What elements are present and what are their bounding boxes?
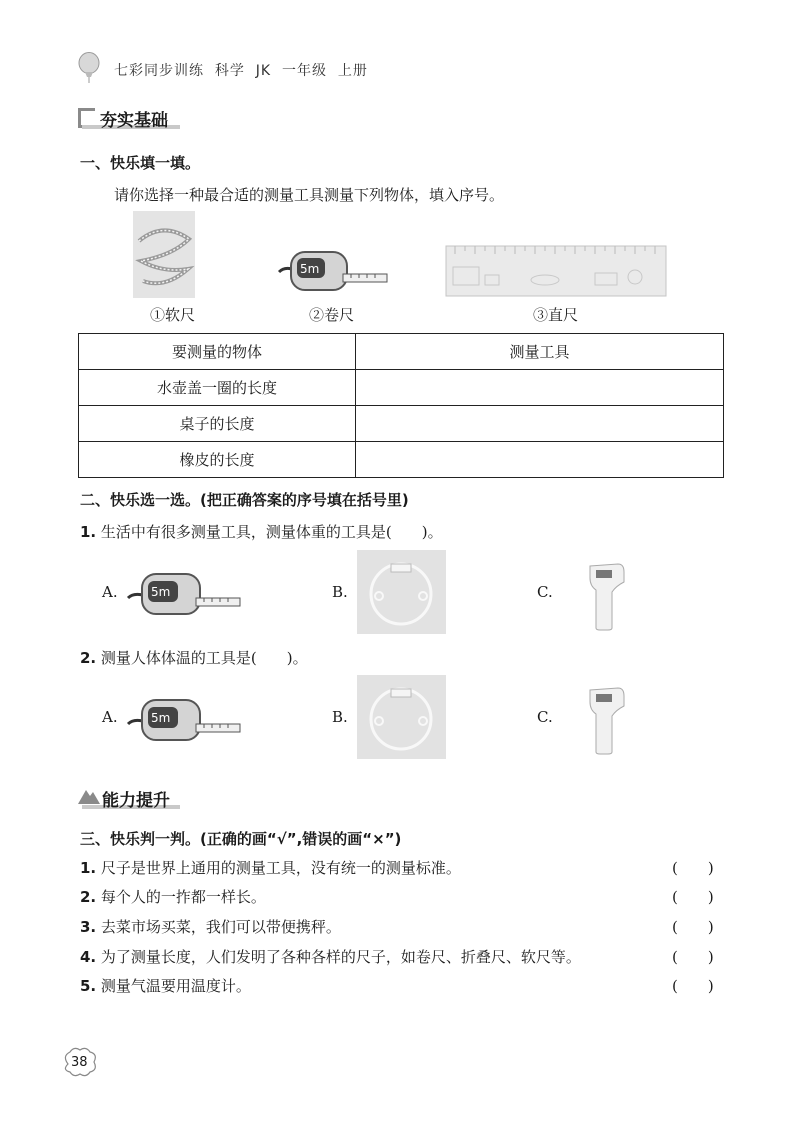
option-a-tape-measure[interactable] [126,694,242,742]
question-number: 2. [80,888,97,906]
table-header-tool: 测量工具 [356,334,724,370]
judge-item-1 [80,857,461,878]
tape-label: 5m [151,585,171,599]
option-c-label[interactable]: C. [537,583,553,601]
table-answer-cell[interactable] [356,442,724,478]
tool-label-tape-measure: ②卷尺 [309,306,355,324]
table-row [79,406,724,442]
table-header-object: 要测量的物体 [79,334,356,370]
question-text: 为了测量长度，人们发明了各种各样的尺子，如卷尺、折叠尺、软尺等。 [100,948,581,966]
question-number: 2. [80,649,97,667]
section-title-advanced [78,784,188,810]
part1-instruction: 请你选择一种最合适的测量工具测量下列物体，填入序号。 [114,186,505,204]
tape-label: 5m [300,262,320,276]
answer-paren[interactable]: ( ) [672,918,714,936]
table-cell-object: 橡皮的长度 [79,442,356,478]
question-number: 5. [80,977,97,995]
option-b-label[interactable]: B. [332,708,348,726]
judge-item-2 [80,886,266,907]
question-text: 尺子是世界上通用的测量工具，没有统一的测量标准。 [100,859,461,877]
table-cell-object: 水壶盖一圈的长度 [79,370,356,406]
option-c-thermometer[interactable] [586,562,626,632]
page-number-badge [60,1046,100,1080]
straight-ruler-image [445,245,667,297]
question-text: 去菜市场买菜，我们可以带便携秤。 [100,918,341,936]
tape-label: 5m [151,711,171,725]
bathroom-scale-icon [357,550,446,634]
soft-ruler-image [133,211,195,298]
question-text: 测量气温要用温度计。 [100,977,251,995]
question-number: 1. [80,859,97,877]
tool-label-straight-ruler: ③直尺 [533,306,579,324]
bathroom-scale-icon [357,675,446,759]
question-number: 1. [80,523,97,541]
tape-measure-icon [277,244,389,292]
part3-heading: 三、快乐判一判。(正确的画“√”,错误的画“×”) [80,830,402,848]
forehead-thermometer-icon [586,686,626,756]
measurement-table [78,333,724,478]
question-text: 测量人体体温的工具是( )。 [100,649,308,667]
judge-item-4 [80,946,581,967]
option-a-label[interactable]: A. [102,708,118,726]
question-text: 生活中有很多测量工具，测量体重的工具是( )。 [100,523,443,541]
answer-paren[interactable]: ( ) [672,859,714,877]
soft-ruler-icon [133,211,195,298]
section-title-basics [78,104,188,130]
option-b-scale[interactable] [357,675,446,759]
option-c-thermometer[interactable] [586,686,626,756]
table-answer-cell[interactable] [356,370,724,406]
part2-heading: 二、快乐选一选。(把正确答案的序号填在括号里) [80,491,409,509]
option-b-scale[interactable] [357,550,446,634]
header-text: 七彩同步训练 科学 JK 一年级 上册 [114,63,368,79]
part1-heading: 一、快乐填一填。 [80,154,201,172]
judge-item-3 [80,916,341,937]
question-1 [80,521,443,542]
judge-item-5 [80,975,251,996]
section-title: 能力提升 [102,791,170,811]
page-number: 38 [71,1055,88,1070]
option-b-label[interactable]: B. [332,583,348,601]
option-a-label[interactable]: A. [102,583,118,601]
question-number: 4. [80,948,97,966]
tape-measure-image-1 [277,244,389,292]
option-c-label[interactable]: C. [537,708,553,726]
question-2 [80,647,308,668]
option-a-tape-measure[interactable] [126,568,242,616]
question-number: 3. [80,918,97,936]
tape-measure-icon [126,568,242,616]
table-header-row [79,334,724,370]
forehead-thermometer-icon [586,562,626,632]
table-row [79,370,724,406]
table-row [79,442,724,478]
tape-measure-icon [126,694,242,742]
balloon-icon [76,52,102,84]
table-answer-cell[interactable] [356,406,724,442]
page-header [70,52,470,86]
mountain-icon [78,786,100,804]
answer-paren[interactable]: ( ) [672,977,714,995]
table-cell-object: 桌子的长度 [79,406,356,442]
question-text: 每个人的一拃都一样长。 [100,888,266,906]
answer-paren[interactable]: ( ) [672,888,714,906]
section-title: 夯实基础 [100,111,168,131]
answer-paren[interactable]: ( ) [672,948,714,966]
straight-ruler-icon [445,245,667,297]
tool-label-soft-ruler: ①软尺 [150,306,196,324]
